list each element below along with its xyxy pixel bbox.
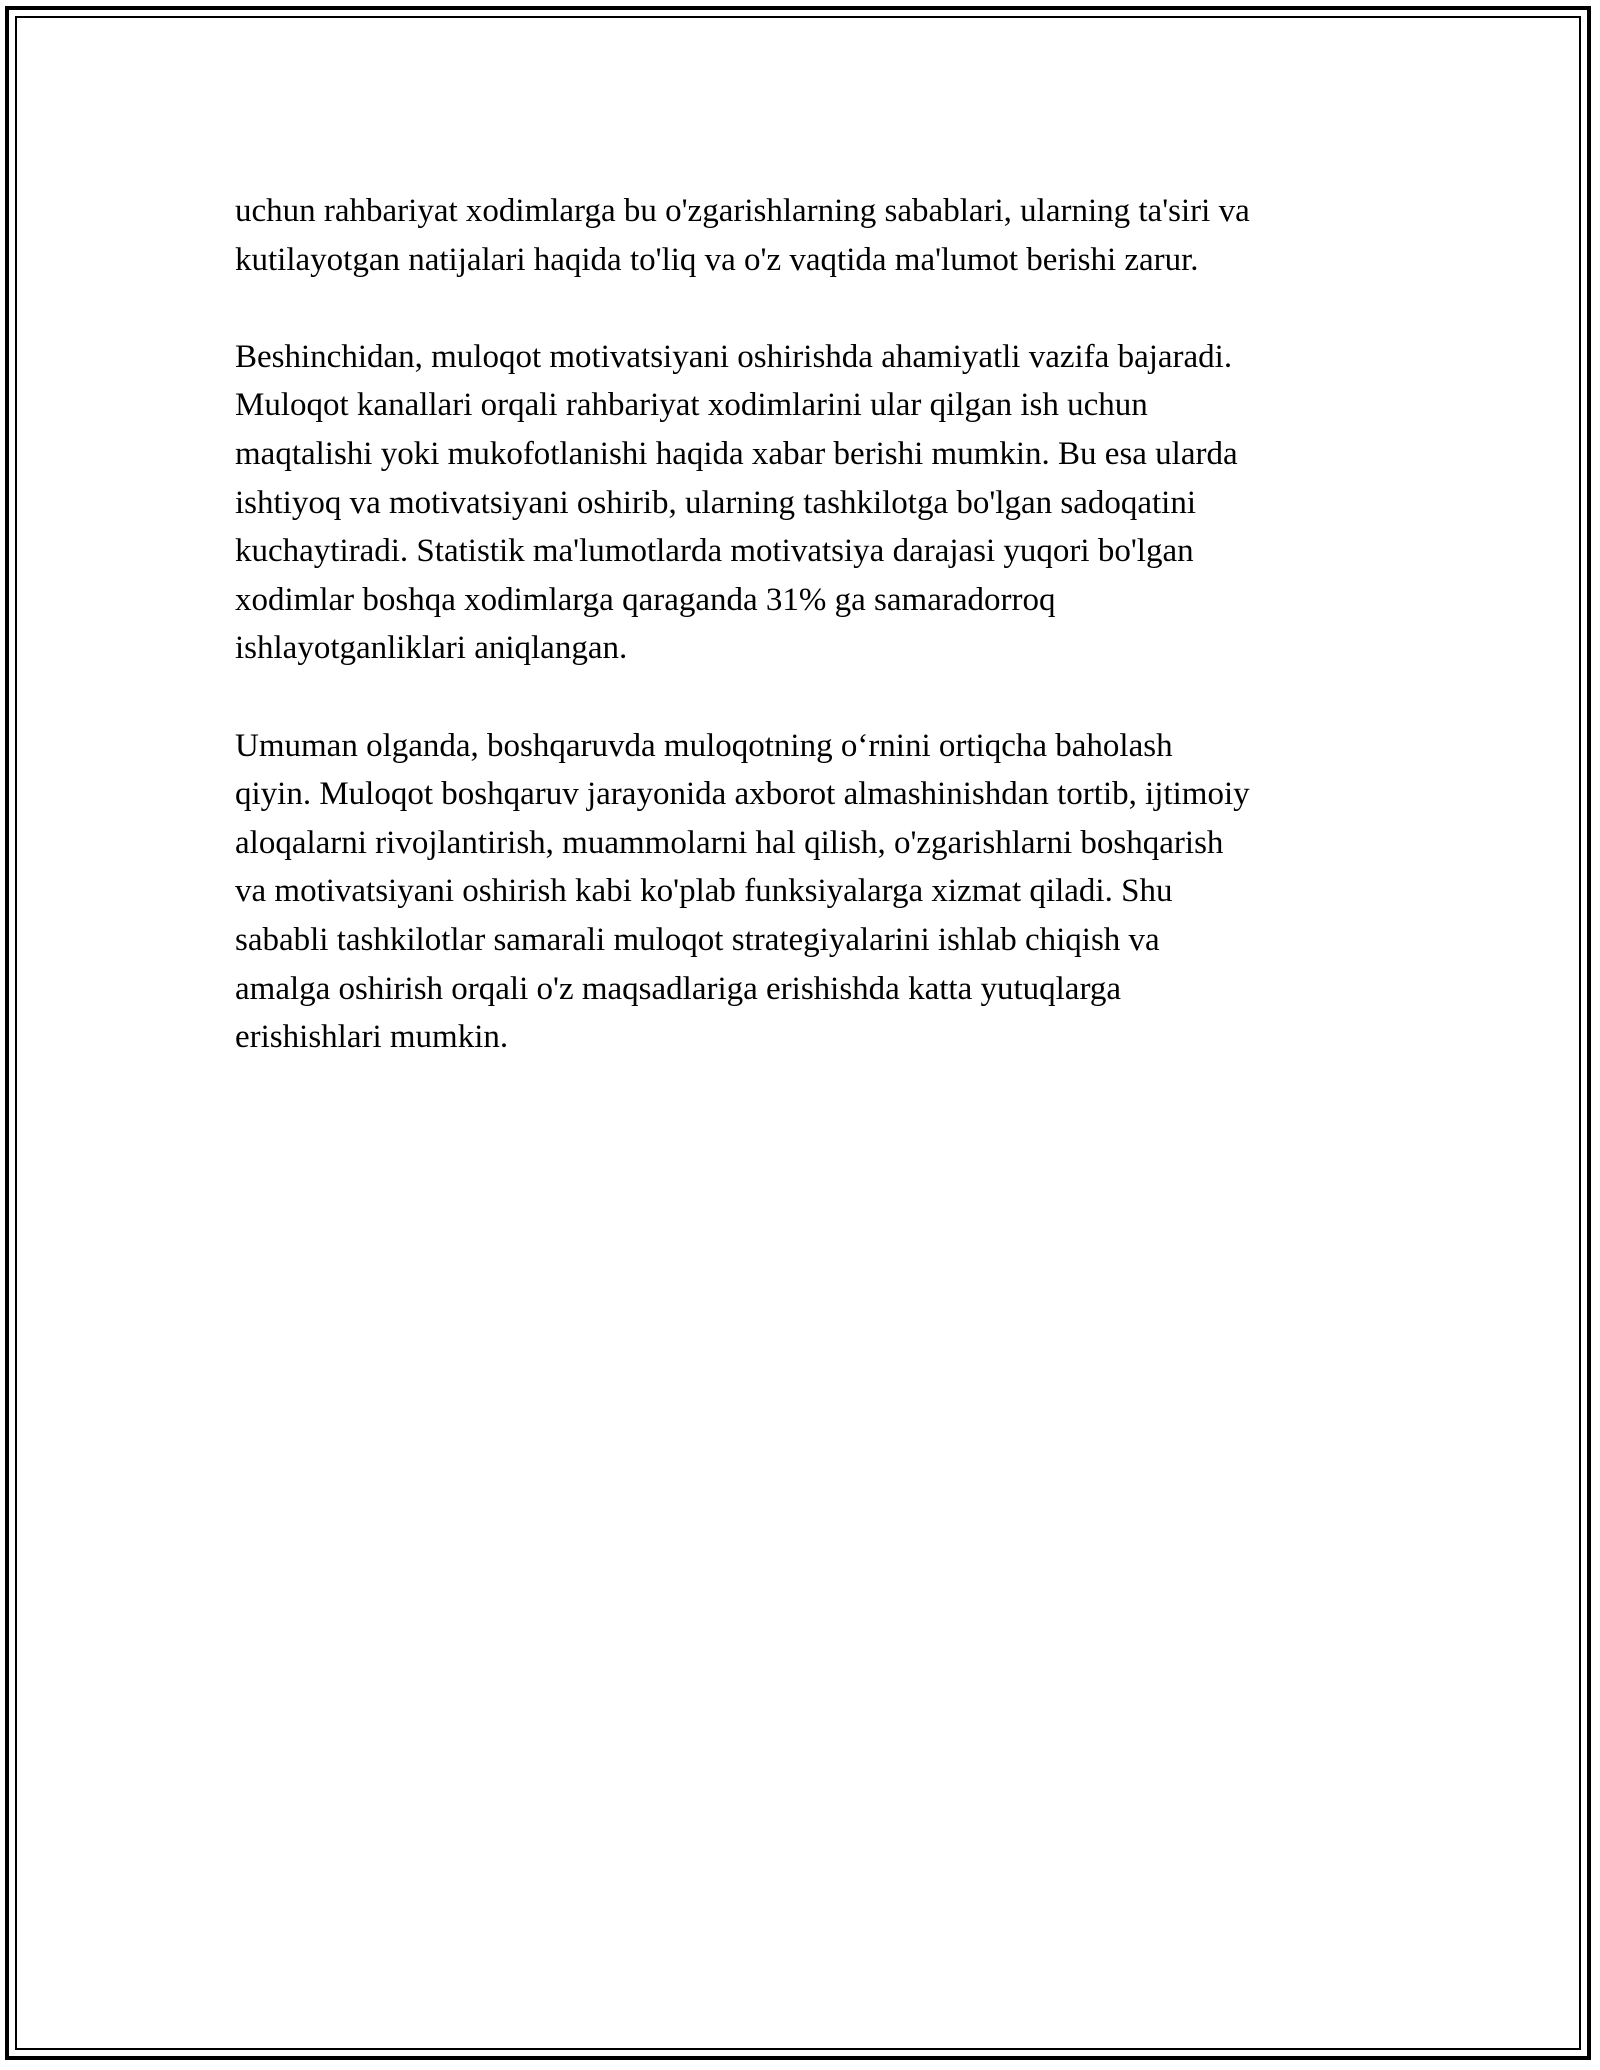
text-line: xodimlar boshqa xodimlarga qaraganda 31% ga samaradorroq — [235, 581, 1056, 618]
text-line: Beshinchidan, muloqot motivatsiyani oshirishda ahamiyatli vazifa bajaradi. — [235, 338, 1233, 375]
text-line: amalga oshirish orqali o'z maqsadlariga erishishda katta yutuqlarga — [235, 970, 1121, 1007]
paragraph-1 — [235, 187, 1380, 284]
text-line: va motivatsiyani oshirish kabi ko'plab funksiyalarga xizmat qiladi. Shu — [235, 873, 1173, 910]
paragraph-spacer — [235, 673, 1380, 722]
text-line: ishtiyoq va motivatsiyani oshirib, ularning tashkilotga bo'lgan sadoqatini — [235, 484, 1196, 521]
text-line: sababli tashkilotlar samarali muloqot strategiyalarini ishlab chiqish va — [235, 921, 1160, 958]
paragraph-spacer — [235, 284, 1380, 333]
text-line: uchun rahbariyat xodimlarga bu o'zgarishlarning sabablari, ularning ta'siri va — [235, 193, 1250, 229]
paragraph-2 — [235, 333, 1380, 673]
text-line: aloqalarni rivojlantirish, muammolarni hal qilish, o'zgarishlarni boshqarish — [235, 824, 1224, 861]
document-body — [235, 187, 1380, 1062]
text-line: maqtalishi yoki mukofotlanishi haqida xabar berishi mumkin. Bu esa ularda — [235, 435, 1238, 472]
text-line: Muloqot kanallari orqali rahbariyat xodimlarini ular qilgan ish uchun — [235, 387, 1148, 424]
text-line: kuchaytiradi. Statistik ma'lumotlarda motivatsiya darajasi yuqori bo'lgan — [235, 533, 1194, 570]
text-line: qiyin. Muloqot boshqaruv jarayonida axborot almashinishdan tortib, ijtimoiy — [235, 776, 1250, 813]
text-line: kutilayotgan natijalari haqida to'liq va o'z vaqtida ma'lumot berishi zarur. — [235, 241, 1199, 278]
text-line: ishlayotganliklari aniqlangan. — [235, 630, 628, 667]
text-line: erishishlari mumkin. — [235, 1019, 509, 1056]
text-line: Umuman olganda, boshqaruvda muloqotning o‘rnini ortiqcha baholash — [235, 727, 1173, 764]
paragraph-3 — [235, 722, 1380, 1062]
